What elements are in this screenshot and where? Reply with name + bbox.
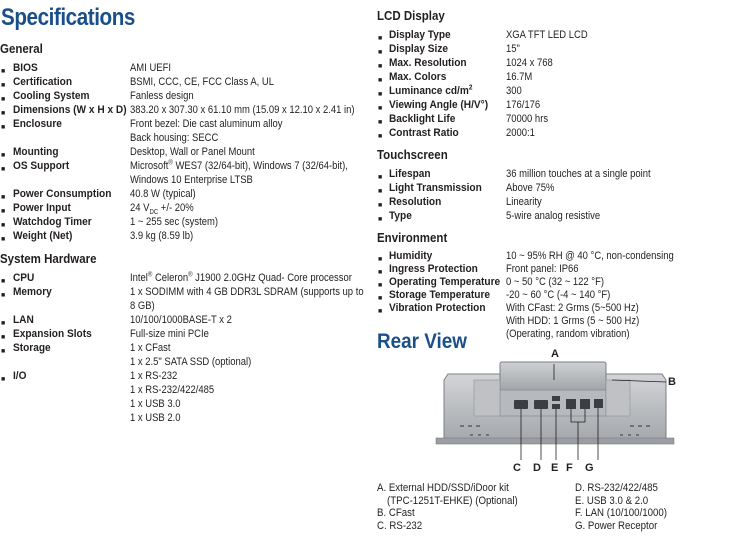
bullet: ■ xyxy=(378,308,383,315)
spec-value: 24 $V_{DC}$ +/- 20% xyxy=(130,202,194,217)
bullet: ■ xyxy=(1,152,6,159)
spec-value: 10 ~ 95% RH @ 40 °C, non-condensing xyxy=(506,250,674,262)
spec-value: XGA TFT LED LCD xyxy=(506,29,588,41)
callout-a: A xyxy=(551,348,559,360)
bullet: ■ xyxy=(1,208,6,215)
legend-item-b: B. CFast xyxy=(377,507,415,519)
rear-view-illustration xyxy=(430,350,690,468)
bullet: ■ xyxy=(1,334,6,341)
spec-label: Type xyxy=(389,210,412,222)
spec-value: Desktop, Wall or Panel Mount xyxy=(130,146,255,158)
spec-label: OS Support xyxy=(13,160,70,172)
lcd-display-heading: LCD Display xyxy=(377,9,445,23)
spec-value: 1 x 2.5" SATA SSD (optional) xyxy=(130,356,252,368)
bullet: ■ xyxy=(1,194,6,201)
bullet: ■ xyxy=(378,133,383,140)
spec-value: 16.7M xyxy=(506,71,533,83)
callout-b: B xyxy=(668,376,676,388)
spec-value: 15" xyxy=(506,43,520,55)
spec-label: Backlight Life xyxy=(389,113,456,125)
spec-value: 3.9 kg (8.59 lb) xyxy=(130,230,194,242)
bullet: ■ xyxy=(378,216,383,223)
spec-label: Operating Temperature xyxy=(389,276,501,288)
bullet: ■ xyxy=(378,282,383,289)
spec-label: Humidity xyxy=(389,250,433,262)
bullet: ■ xyxy=(1,82,6,89)
environment-heading: Environment xyxy=(377,231,448,245)
spec-label: Enclosure xyxy=(13,118,62,130)
spec-value: 1 x USB 3.0 xyxy=(130,398,181,410)
spec-label: Viewing Angle (H/V°) xyxy=(389,99,489,111)
spec-value: 8 GB) xyxy=(130,300,155,312)
spec-label: Max. Resolution xyxy=(389,57,467,69)
spec-label: Expansion Slots xyxy=(13,328,92,340)
legend-item-f: F. LAN (10/100/1000) xyxy=(575,507,668,519)
spec-label: Light Transmission xyxy=(389,182,482,194)
spec-value: 383.20 x 307.30 x 61.10 mm (15.09 x 12.10 x 2.41 in) xyxy=(130,104,355,116)
bullet: ■ xyxy=(1,376,6,383)
spec-value: 1 ~ 255 sec (system) xyxy=(130,216,219,228)
spec-value: 2000:1 xyxy=(506,127,535,139)
spec-value: Windows 10 Enterprise LTSB xyxy=(130,174,253,186)
bullet: ■ xyxy=(378,174,383,181)
bullet: ■ xyxy=(378,119,383,126)
system-hardware-heading: System Hardware xyxy=(0,252,97,266)
bullet: ■ xyxy=(1,68,6,75)
spec-label: CPU xyxy=(13,272,35,284)
bullet: ■ xyxy=(378,202,383,209)
legend-item-a-cont: (TPC-1251T-EHKE) (Optional) xyxy=(387,494,518,507)
callout-e: E xyxy=(551,462,559,474)
spec-value: 5-wire analog resistive xyxy=(506,210,601,222)
spec-value: Fanless design xyxy=(130,90,194,102)
spec-value: BSMI, CCC, CE, FCC Class A, UL xyxy=(130,76,275,88)
bullet: ■ xyxy=(378,256,383,263)
spec-value: 40.8 W (typical) xyxy=(130,188,196,200)
spec-label: Power Consumption xyxy=(13,188,112,200)
spec-value: -20 ~ 60 °C (-4 ~ 140 °F) xyxy=(506,289,611,301)
spec-label: Cooling System xyxy=(13,90,90,102)
spec-label: Luminance $cd/m^2$ xyxy=(389,84,473,97)
hdd-kit-box xyxy=(500,362,606,392)
port-lan xyxy=(566,399,576,409)
callout-g: G xyxy=(585,462,594,474)
spec-value: 300 xyxy=(506,85,522,97)
spec-label: Vibration Protection xyxy=(389,302,486,314)
spec-value: 1 x SODIMM with 4 GB DDR3L SDRAM (supports up to xyxy=(130,286,364,298)
spec-label: Max. Colors xyxy=(389,71,447,83)
port-power xyxy=(594,399,603,408)
spec-value: AMI UEFI xyxy=(130,62,171,74)
callout-d: D xyxy=(533,462,541,474)
spec-value: Linearity xyxy=(506,196,542,208)
port-rs232 xyxy=(514,400,528,409)
bullet: ■ xyxy=(378,105,383,112)
spec-label: Mounting xyxy=(13,146,59,158)
spec-value: 0 ~ 50 °C (32 ~ 122 °F) xyxy=(506,276,605,288)
spec-value: 1 x RS-232/422/485 xyxy=(130,384,215,396)
specifications-title: Specifications xyxy=(1,4,135,31)
spec-label: Ingress Protection xyxy=(389,263,478,275)
spec-value: Front bezel: Die cast aluminum alloy xyxy=(130,118,283,130)
spec-label: Power Input xyxy=(13,202,71,214)
rear-view-title: Rear View xyxy=(377,330,468,353)
spec-value: With CFast: 2 Grms (5~500 Hz) xyxy=(506,302,639,314)
spec-label: Storage xyxy=(13,342,51,354)
legend-item-e: E. USB 3.0 & 2.0 xyxy=(575,494,649,507)
spec-value: Microsoft® WES7 (32/64-bit), Windows 7 (32/64-bit), xyxy=(130,159,348,172)
spec-value: Intel® Celeron® J1900 2.0GHz Quad- Core processor xyxy=(130,271,352,284)
bullet: ■ xyxy=(378,49,383,56)
legend-item-c: C. RS-232 xyxy=(377,519,423,532)
spec-label: Weight (Net) xyxy=(13,230,73,242)
side-box-right xyxy=(606,380,630,416)
spec-value: Back housing: SECC xyxy=(130,132,219,144)
spec-label: Memory xyxy=(13,286,52,298)
spec-value: With HDD: 1 Grms (5 ~ 500 Hz) xyxy=(506,315,640,327)
legend-item-d: D. RS-232/422/485 xyxy=(575,482,658,494)
bullet: ■ xyxy=(1,110,6,117)
touchscreen-heading: Touchscreen xyxy=(377,148,448,162)
spec-value: 70000 hrs xyxy=(506,113,549,125)
spec-value: 10/100/1000BASE-T x 2 xyxy=(130,314,232,326)
callout-f: F xyxy=(566,462,573,474)
bullet: ■ xyxy=(378,63,383,70)
bullet: ■ xyxy=(1,292,6,299)
spec-label: Certification xyxy=(13,76,73,88)
spec-value: 36 million touches at a single point xyxy=(506,168,651,180)
bullet: ■ xyxy=(378,188,383,195)
spec-value: 1 x RS-232 xyxy=(130,370,178,382)
spec-label: Display Size xyxy=(389,43,449,55)
bullet: ■ xyxy=(1,320,6,327)
spec-label: Resolution xyxy=(389,196,442,208)
spec-label: Watchdog Timer xyxy=(13,216,92,228)
bullet: ■ xyxy=(378,35,383,42)
side-box-left xyxy=(474,380,500,416)
spec-label: Lifespan xyxy=(389,168,431,180)
spec-label: LAN xyxy=(13,314,34,326)
spec-value: 176/176 xyxy=(506,99,541,111)
spec-label: Contrast Ratio xyxy=(389,127,459,139)
spec-label: BIOS xyxy=(13,62,38,74)
bullet: ■ xyxy=(1,348,6,355)
port-rs232-422-485 xyxy=(534,400,548,409)
spec-value: (Operating, random vibration) xyxy=(506,328,630,340)
bullet: ■ xyxy=(1,96,6,103)
device-bezel xyxy=(436,438,674,444)
spec-value: Full-size mini PCIe xyxy=(130,328,209,340)
bullet: ■ xyxy=(1,166,6,173)
spec-value: 1 x USB 2.0 xyxy=(130,412,181,424)
general-heading: General xyxy=(0,42,43,56)
spec-label: Display Type xyxy=(389,29,451,41)
legend-item-g: G. Power Receptor xyxy=(575,519,658,532)
spec-label: Dimensions (W x H x D) xyxy=(13,104,127,116)
callout-c: C xyxy=(513,462,521,474)
spec-value: 1 x CFast xyxy=(130,342,171,354)
spec-label: Storage Temperature xyxy=(389,289,491,301)
spec-value: Front panel: IP66 xyxy=(506,263,579,275)
spec-value: 1024 x 768 xyxy=(506,57,553,69)
bullet: ■ xyxy=(1,236,6,243)
bullet: ■ xyxy=(1,124,6,131)
bullet: ■ xyxy=(1,222,6,229)
bullet: ■ xyxy=(1,278,6,285)
bullet: ■ xyxy=(378,295,383,302)
bullet: ■ xyxy=(378,269,383,276)
bullet: ■ xyxy=(378,77,383,84)
bullet: ■ xyxy=(378,91,383,98)
legend-item-a: A. External HDD/SSD/iDoor kit xyxy=(377,482,509,494)
spec-value: Above 75% xyxy=(506,182,555,194)
port-usb xyxy=(552,396,560,401)
spec-label: I/O xyxy=(13,370,27,382)
